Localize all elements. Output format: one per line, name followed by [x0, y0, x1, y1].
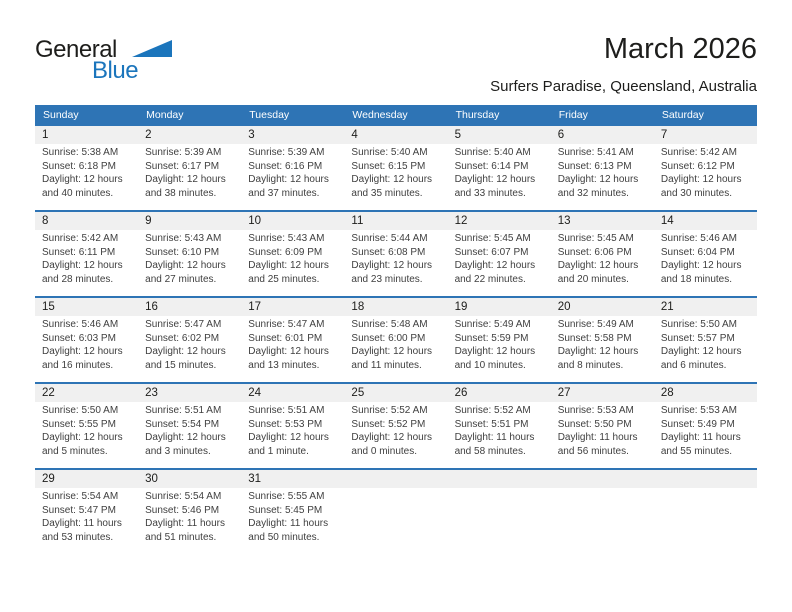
day-number: 24 — [241, 384, 344, 402]
general-blue-logo — [35, 36, 175, 86]
daylight-line1: Daylight: 12 hours — [557, 346, 639, 357]
sunset-text: Sunset: 5:57 PM — [660, 332, 735, 344]
sunset-text: Sunset: 5:54 PM — [145, 418, 220, 430]
calendar-day-cell — [551, 297, 654, 383]
calendar-day-cell — [138, 297, 241, 383]
day-details — [138, 488, 241, 544]
sunrise-text: Sunrise: 5:43 AM — [145, 233, 222, 244]
sunrise-text: Sunrise: 5:50 AM — [42, 405, 119, 416]
sunset-text: Sunset: 6:16 PM — [248, 160, 323, 172]
sunset-text: Sunset: 5:53 PM — [248, 418, 323, 430]
sunrise-text: Sunrise: 5:44 AM — [351, 233, 428, 244]
day-details — [654, 402, 757, 458]
day-details — [448, 230, 551, 286]
day-details — [654, 144, 757, 200]
sunset-text: Sunset: 5:52 PM — [351, 418, 426, 430]
daylight-line1: Daylight: 11 hours — [557, 432, 638, 443]
daylight-line1: Daylight: 12 hours — [248, 432, 329, 443]
daylight-line2: and 32 minutes. — [557, 187, 629, 199]
sunrise-text: Sunrise: 5:45 AM — [557, 233, 634, 244]
daylight-line1: Daylight: 12 hours — [454, 260, 536, 271]
sunset-text: Sunset: 6:12 PM — [660, 160, 735, 172]
day-details — [138, 402, 241, 458]
daylight-line2: and 1 minute. — [248, 445, 309, 457]
sunrise-text: Sunrise: 5:50 AM — [660, 319, 737, 330]
day-number: 16 — [138, 298, 241, 316]
day-number: 1 — [35, 126, 138, 144]
daylight-line2: and 20 minutes. — [557, 273, 629, 285]
sunset-text: Sunset: 6:11 PM — [42, 246, 116, 258]
daylight-line1: Daylight: 12 hours — [145, 174, 226, 185]
daylight-line2: and 33 minutes. — [454, 187, 526, 199]
daylight-line1: Daylight: 11 hours — [454, 432, 535, 443]
daylight-line1: Daylight: 11 hours — [248, 518, 329, 529]
sunset-text: Sunset: 6:03 PM — [42, 332, 116, 344]
sunset-text: Sunset: 6:18 PM — [42, 160, 116, 172]
sunset-text: Sunset: 5:46 PM — [145, 504, 220, 516]
day-number: 27 — [551, 384, 654, 402]
daylight-line1: Daylight: 12 hours — [42, 432, 123, 443]
daylight-line2: and 13 minutes. — [248, 359, 320, 371]
sunrise-text: Sunrise: 5:38 AM — [42, 147, 119, 158]
calendar-day-cell — [654, 125, 757, 211]
sunrise-text: Sunrise: 5:45 AM — [454, 233, 531, 244]
sunset-text: Sunset: 5:59 PM — [454, 332, 529, 344]
daylight-line2: and 11 minutes. — [351, 359, 422, 371]
daylight-line1: Daylight: 12 hours — [660, 260, 742, 271]
daylight-line1: Daylight: 12 hours — [42, 346, 123, 357]
daylight-line1: Daylight: 12 hours — [557, 260, 639, 271]
week-row — [35, 383, 757, 469]
day-number — [344, 470, 447, 488]
day-number: 11 — [344, 212, 447, 230]
sunrise-text: Sunrise: 5:46 AM — [42, 319, 119, 330]
day-details — [138, 230, 241, 286]
calendar-day-cell — [138, 125, 241, 211]
week-row — [35, 125, 757, 211]
daylight-line2: and 6 minutes. — [660, 359, 727, 371]
daylight-line2: and 25 minutes. — [248, 273, 320, 285]
title-block — [257, 33, 757, 95]
daylight-line2: and 51 minutes. — [145, 531, 217, 543]
sunset-text: Sunset: 6:07 PM — [454, 246, 529, 258]
daylight-line1: Daylight: 12 hours — [248, 346, 329, 357]
daylight-line2: and 16 minutes. — [42, 359, 114, 371]
day-details — [551, 316, 654, 372]
daylight-line1: Daylight: 11 hours — [42, 518, 122, 529]
calendar-body — [35, 125, 757, 555]
calendar-day-cell — [138, 211, 241, 297]
weekday-header-sunday: Sunday — [35, 105, 138, 125]
calendar-day-cell — [35, 469, 138, 555]
weekday-header-wednesday: Wednesday — [344, 105, 447, 125]
daylight-line1: Daylight: 12 hours — [248, 260, 329, 271]
page-subtitle: Surfers Paradise, Queensland, Australia — [490, 78, 757, 95]
sunrise-text: Sunrise: 5:40 AM — [351, 147, 428, 158]
sunrise-text: Sunrise: 5:48 AM — [351, 319, 428, 330]
day-details — [448, 316, 551, 372]
daylight-line2: and 30 minutes. — [660, 187, 733, 199]
week-row — [35, 211, 757, 297]
sunrise-text: Sunrise: 5:53 AM — [557, 405, 634, 416]
daylight-line2: and 18 minutes. — [660, 273, 733, 285]
day-number — [448, 470, 551, 488]
daylight-line1: Daylight: 12 hours — [42, 260, 123, 271]
daylight-line2: and 40 minutes. — [42, 187, 114, 199]
day-details — [35, 316, 138, 372]
calendar-empty-cell — [448, 469, 551, 555]
daylight-line2: and 27 minutes. — [145, 273, 217, 285]
calendar-day-cell — [241, 383, 344, 469]
calendar-day-cell — [654, 297, 757, 383]
sunrise-text: Sunrise: 5:41 AM — [557, 147, 634, 158]
week-row — [35, 469, 757, 555]
sunrise-text: Sunrise: 5:53 AM — [660, 405, 737, 416]
day-details — [344, 402, 447, 458]
daylight-line1: Daylight: 12 hours — [145, 432, 226, 443]
calendar-day-cell — [551, 383, 654, 469]
calendar-day-cell — [35, 383, 138, 469]
day-details — [344, 316, 447, 372]
daylight-line2: and 8 minutes. — [557, 359, 624, 371]
daylight-line2: and 10 minutes. — [454, 359, 526, 371]
calendar-day-cell — [551, 211, 654, 297]
day-details — [654, 230, 757, 286]
day-number: 22 — [35, 384, 138, 402]
calendar-day-cell — [344, 125, 447, 211]
calendar-day-cell — [35, 297, 138, 383]
daylight-line2: and 53 minutes. — [42, 531, 114, 543]
sunset-text: Sunset: 6:10 PM — [145, 246, 220, 258]
daylight-line2: and 3 minutes. — [145, 445, 211, 457]
sunset-text: Sunset: 6:06 PM — [557, 246, 632, 258]
calendar-day-cell — [138, 469, 241, 555]
daylight-line1: Daylight: 12 hours — [557, 174, 639, 185]
day-number: 19 — [448, 298, 551, 316]
day-number: 29 — [35, 470, 138, 488]
day-details — [138, 316, 241, 372]
sunset-text: Sunset: 6:08 PM — [351, 246, 426, 258]
daylight-line1: Daylight: 12 hours — [351, 432, 433, 443]
day-number: 5 — [448, 126, 551, 144]
sunrise-text: Sunrise: 5:51 AM — [248, 405, 325, 416]
sunrise-text: Sunrise: 5:54 AM — [42, 491, 119, 502]
sunset-text: Sunset: 5:51 PM — [454, 418, 529, 430]
sunset-text: Sunset: 6:09 PM — [248, 246, 323, 258]
calendar-empty-cell — [654, 469, 757, 555]
day-details — [551, 230, 654, 286]
page-title: March 2026 — [603, 33, 757, 65]
daylight-line1: Daylight: 12 hours — [351, 260, 433, 271]
sunset-text: Sunset: 6:17 PM — [145, 160, 220, 172]
day-number: 25 — [344, 384, 447, 402]
calendar-day-cell — [448, 125, 551, 211]
day-details — [35, 230, 138, 286]
calendar-day-cell — [138, 383, 241, 469]
day-details — [138, 144, 241, 200]
day-number: 28 — [654, 384, 757, 402]
daylight-line1: Daylight: 12 hours — [145, 260, 226, 271]
sunset-text: Sunset: 5:49 PM — [660, 418, 735, 430]
sunrise-text: Sunrise: 5:39 AM — [145, 147, 222, 158]
daylight-line1: Daylight: 12 hours — [660, 174, 742, 185]
day-number: 23 — [138, 384, 241, 402]
weekday-header-thursday: Thursday — [448, 105, 551, 125]
day-number: 10 — [241, 212, 344, 230]
day-number: 30 — [138, 470, 241, 488]
day-number: 3 — [241, 126, 344, 144]
calendar-day-cell — [448, 211, 551, 297]
day-details — [35, 144, 138, 200]
calendar-day-cell — [344, 211, 447, 297]
sunrise-text: Sunrise: 5:43 AM — [248, 233, 325, 244]
daylight-line2: and 56 minutes. — [557, 445, 629, 457]
day-number: 4 — [344, 126, 447, 144]
sunset-text: Sunset: 6:15 PM — [351, 160, 426, 172]
daylight-line1: Daylight: 12 hours — [42, 174, 123, 185]
day-number: 21 — [654, 298, 757, 316]
daylight-line1: Daylight: 12 hours — [351, 174, 433, 185]
daylight-line1: Daylight: 11 hours — [660, 432, 741, 443]
daylight-line2: and 35 minutes. — [351, 187, 423, 199]
sunrise-text: Sunrise: 5:52 AM — [454, 405, 531, 416]
day-number: 8 — [35, 212, 138, 230]
sunset-text: Sunset: 6:14 PM — [454, 160, 529, 172]
weekday-header-row — [35, 105, 757, 125]
weekday-header-tuesday: Tuesday — [241, 105, 344, 125]
daylight-line2: and 5 minutes. — [42, 445, 108, 457]
day-number: 12 — [448, 212, 551, 230]
day-details — [35, 488, 138, 544]
logo-text-blue: Blue — [92, 57, 139, 84]
calendar-day-cell — [241, 211, 344, 297]
day-details — [35, 402, 138, 458]
day-details — [344, 144, 447, 200]
calendar-day-cell — [344, 297, 447, 383]
day-details — [241, 488, 344, 544]
day-details — [551, 402, 654, 458]
calendar-day-cell — [654, 383, 757, 469]
sunrise-text: Sunrise: 5:42 AM — [42, 233, 119, 244]
sunset-text: Sunset: 5:45 PM — [248, 504, 323, 516]
sunset-text: Sunset: 6:01 PM — [248, 332, 323, 344]
sunrise-text: Sunrise: 5:47 AM — [248, 319, 325, 330]
sunrise-text: Sunrise: 5:39 AM — [248, 147, 325, 158]
sunrise-text: Sunrise: 5:49 AM — [454, 319, 531, 330]
day-number: 7 — [654, 126, 757, 144]
day-details — [551, 144, 654, 200]
sunrise-text: Sunrise: 5:52 AM — [351, 405, 428, 416]
daylight-line2: and 23 minutes. — [351, 273, 423, 285]
daylight-line1: Daylight: 12 hours — [660, 346, 742, 357]
calendar-day-cell — [35, 211, 138, 297]
daylight-line2: and 55 minutes. — [660, 445, 733, 457]
logo-triangle-icon — [132, 40, 172, 57]
logo-text-general: General — [35, 36, 117, 63]
sunrise-text: Sunrise: 5:51 AM — [145, 405, 222, 416]
day-number: 17 — [241, 298, 344, 316]
week-row — [35, 297, 757, 383]
weekday-header-saturday: Saturday — [654, 105, 757, 125]
daylight-line1: Daylight: 12 hours — [248, 174, 329, 185]
day-number: 2 — [138, 126, 241, 144]
sunset-text: Sunset: 6:00 PM — [351, 332, 426, 344]
day-number: 26 — [448, 384, 551, 402]
calendar-day-cell — [448, 297, 551, 383]
daylight-line1: Daylight: 12 hours — [351, 346, 433, 357]
day-number: 18 — [344, 298, 447, 316]
day-details — [448, 144, 551, 200]
calendar-empty-cell — [344, 469, 447, 555]
calendar-day-cell — [344, 383, 447, 469]
calendar-day-cell — [551, 125, 654, 211]
sunrise-text: Sunrise: 5:40 AM — [454, 147, 531, 158]
daylight-line1: Daylight: 11 hours — [145, 518, 225, 529]
calendar-table — [35, 105, 757, 555]
day-number: 14 — [654, 212, 757, 230]
day-details — [448, 402, 551, 458]
daylight-line1: Daylight: 12 hours — [454, 174, 536, 185]
sunset-text: Sunset: 5:50 PM — [557, 418, 632, 430]
day-number — [654, 470, 757, 488]
daylight-line2: and 0 minutes. — [351, 445, 418, 457]
daylight-line2: and 50 minutes. — [248, 531, 320, 543]
calendar-day-cell — [35, 125, 138, 211]
sunrise-text: Sunrise: 5:54 AM — [145, 491, 222, 502]
day-details — [241, 402, 344, 458]
daylight-line2: and 58 minutes. — [454, 445, 526, 457]
daylight-line2: and 15 minutes. — [145, 359, 217, 371]
daylight-line1: Daylight: 12 hours — [454, 346, 536, 357]
sunrise-text: Sunrise: 5:46 AM — [660, 233, 737, 244]
daylight-line2: and 22 minutes. — [454, 273, 526, 285]
day-details — [241, 230, 344, 286]
sunset-text: Sunset: 5:58 PM — [557, 332, 632, 344]
calendar-day-cell — [654, 211, 757, 297]
day-details — [241, 316, 344, 372]
day-number: 20 — [551, 298, 654, 316]
sunrise-text: Sunrise: 5:49 AM — [557, 319, 634, 330]
day-details — [241, 144, 344, 200]
sunrise-text: Sunrise: 5:47 AM — [145, 319, 222, 330]
day-number: 9 — [138, 212, 241, 230]
calendar-day-cell — [241, 125, 344, 211]
day-number: 31 — [241, 470, 344, 488]
daylight-line2: and 38 minutes. — [145, 187, 217, 199]
sunset-text: Sunset: 6:13 PM — [557, 160, 632, 172]
calendar-empty-cell — [551, 469, 654, 555]
sunset-text: Sunset: 5:47 PM — [42, 504, 116, 516]
day-details — [654, 316, 757, 372]
daylight-line1: Daylight: 12 hours — [145, 346, 226, 357]
daylight-line2: and 37 minutes. — [248, 187, 320, 199]
calendar-day-cell — [448, 383, 551, 469]
day-number: 6 — [551, 126, 654, 144]
day-details — [344, 230, 447, 286]
calendar-day-cell — [241, 297, 344, 383]
weekday-header-monday: Monday — [138, 105, 241, 125]
day-number — [551, 470, 654, 488]
sunset-text: Sunset: 6:04 PM — [660, 246, 735, 258]
day-number: 15 — [35, 298, 138, 316]
weekday-header-friday: Friday — [551, 105, 654, 125]
sunset-text: Sunset: 6:02 PM — [145, 332, 220, 344]
calendar-day-cell — [241, 469, 344, 555]
sunrise-text: Sunrise: 5:42 AM — [660, 147, 737, 158]
day-number: 13 — [551, 212, 654, 230]
daylight-line2: and 28 minutes. — [42, 273, 114, 285]
sunrise-text: Sunrise: 5:55 AM — [248, 491, 325, 502]
sunset-text: Sunset: 5:55 PM — [42, 418, 116, 430]
